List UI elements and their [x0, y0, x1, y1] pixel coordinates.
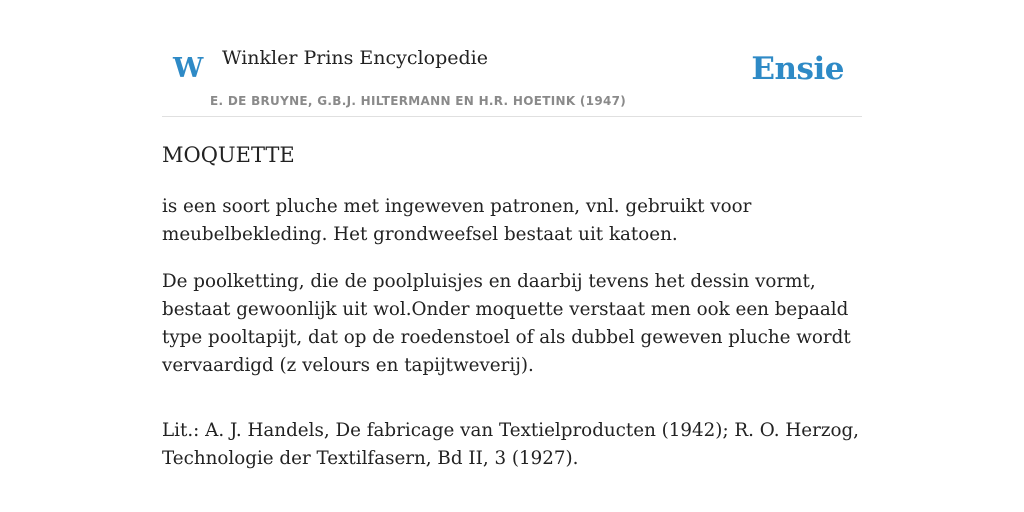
entry-paragraph-definition: is een soort pluche met ingeweven patronen, vnl. gebruikt voor meubelbekleding. Het grondweefsel bestaat uit katoen.: [162, 196, 752, 245]
entry-paragraph-detail: De poolketting, die de poolpluisjes en daarbij tevens het dessin vormt, bestaat gewoonlijk uit wol.Onder moquette verstaat men ook een bepaald type pooltapijt, dat op de roedenstoel of als dubbel geweven pluche wordt vervaardigd (z velours en tapijtweverij).: [162, 271, 851, 376]
source-logo[interactable]: W: [173, 53, 204, 84]
source-authors: E. DE BRUYNE, G.B.J. HILTERMANN EN H.R. HOETINK (1947): [210, 94, 627, 108]
entry-paragraph-literature: Lit.: A. J. Handels, De fabricage van Textielproducten (1942); R. O. Herzog, Technologie der Textilfasern, Bd II, 3 (1927).: [162, 420, 859, 469]
entry-content: [162, 138, 862, 492]
entry-title: MOQUETTE: [162, 143, 295, 167]
source-header: [162, 40, 862, 117]
source-title[interactable]: Winkler Prins Encyclopedie: [222, 47, 488, 69]
brand-logo[interactable]: Ensie: [751, 51, 844, 87]
